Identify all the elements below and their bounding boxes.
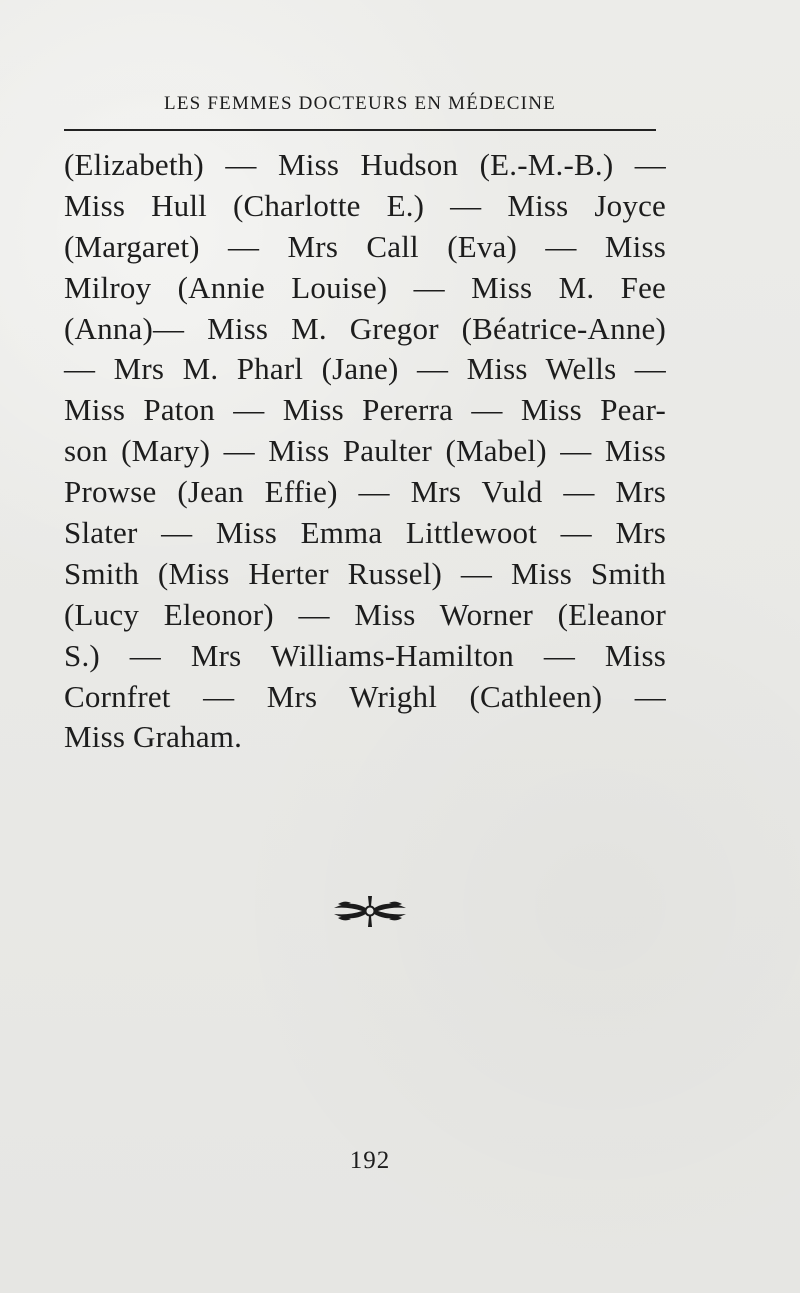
running-head-title: LES FEMMES DOCTEURS EN MÉDECINE [164, 93, 556, 114]
body-line: (Anna)— Miss M. Gregor (Béatrice-Anne) [64, 310, 666, 346]
page-number: 192 [349, 1147, 391, 1174]
body-line: — Mrs M. Pharl (Jane) — Miss Wells — [64, 351, 666, 387]
floral-ornament-icon [330, 893, 410, 929]
body-line: Smith (Miss Herter Russel) — Miss Smith [64, 555, 666, 591]
header-rule [64, 129, 656, 131]
body-line: Slater — Miss Emma Littlewoot — Mrs [64, 515, 666, 551]
body-line: Miss Graham. [64, 719, 243, 755]
body-line: (Lucy Eleonor) — Miss Worner (Eleanor [64, 596, 666, 632]
body-line: S.) — Mrs Williams-Hamilton — Miss [64, 637, 666, 673]
body-line: Miss Paton — Miss Pererra — Miss Pear- [64, 392, 666, 428]
body-line: (Elizabeth) — Miss Hudson (E.-M.-B.) — [64, 147, 666, 182]
body-line: Prowse (Jean Effie) — Mrs Vuld — Mrs [64, 474, 666, 510]
body-text [64, 145, 666, 758]
body-line: Miss Hull (Charlotte E.) — Miss Joyce [64, 187, 666, 223]
body-line: son (Mary) — Miss Paulter (Mabel) — Miss [64, 433, 666, 469]
body-line: Cornfret — Mrs Wrighl (Cathleen) — [64, 678, 666, 714]
body-line: Milroy (Annie Louise) — Miss M. Fee [64, 269, 666, 305]
body-line: (Margaret) — Mrs Call (Eva) — Miss [64, 228, 666, 264]
